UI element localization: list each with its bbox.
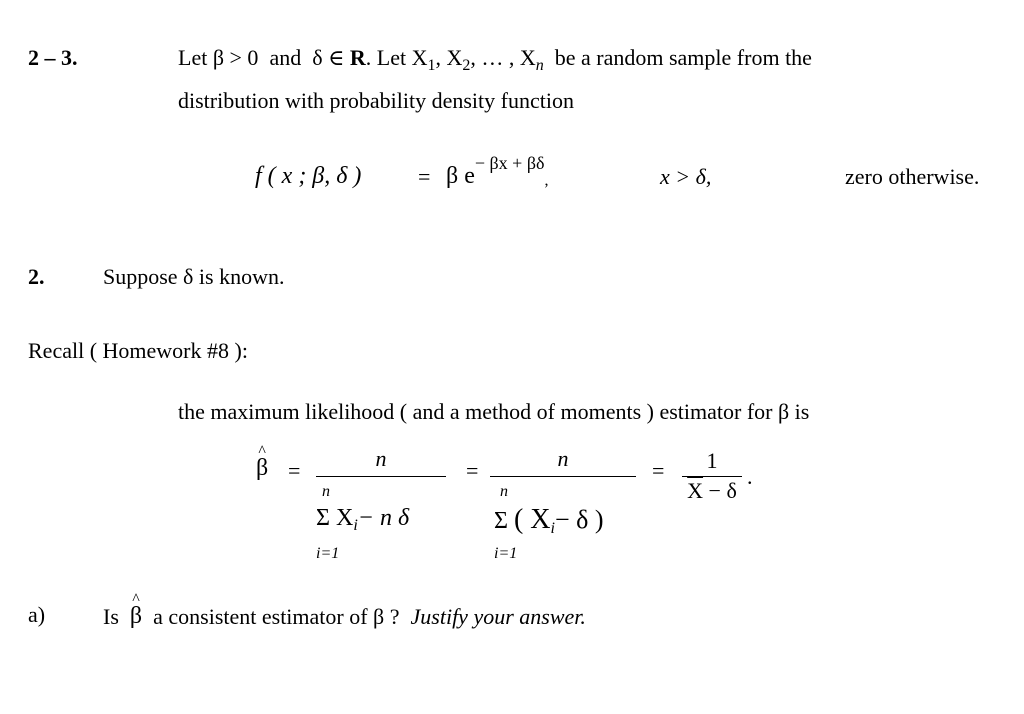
text: Is: [103, 604, 119, 629]
justify-instruction: Justify your answer.: [410, 604, 586, 629]
text: ( X: [513, 504, 551, 535]
part-number: 2.: [28, 264, 45, 289]
fraction-1: [316, 448, 446, 477]
period: .: [747, 464, 753, 489]
beta-condition: β > 0: [212, 45, 259, 70]
subscript: i: [353, 517, 358, 534]
numerator: 1: [706, 448, 718, 473]
mle-text: the maximum likelihood ( and a method of moments ) estimator for β is: [178, 399, 810, 424]
text: ,: [544, 172, 549, 189]
sum-icon: Σ: [316, 505, 330, 531]
text: . Let: [365, 45, 407, 70]
text: and: [269, 45, 302, 70]
fraction-3: [682, 450, 742, 502]
fraction-2: [490, 448, 636, 477]
question-label: a): [28, 602, 46, 627]
part-text: Suppose δ is known.: [103, 264, 285, 289]
problem-number: 2 – 3.: [28, 45, 78, 70]
text: , … , X: [470, 45, 536, 70]
text: β: [129, 603, 143, 629]
subscript: 1: [427, 57, 436, 74]
reals-symbol: R: [349, 45, 366, 70]
numerator: n: [375, 446, 387, 471]
exponent: − βx + βδ: [474, 153, 545, 173]
text: − δ: [703, 478, 737, 503]
delta-condition: δ ∈: [312, 45, 345, 70]
text: be a random sample from the: [554, 45, 812, 70]
text: Let: [178, 45, 208, 70]
text: X: [335, 505, 354, 531]
sum-upper: n: [322, 483, 330, 500]
text: β: [256, 455, 269, 481]
denominator-2: [494, 506, 604, 537]
pdf-equals: =: [418, 164, 431, 189]
equals: =: [288, 458, 301, 483]
text: β e: [446, 163, 475, 189]
equals: =: [466, 458, 479, 483]
sum-icon: Σ: [494, 508, 508, 534]
subscript: i: [550, 520, 555, 537]
beta-hat: [256, 444, 268, 480]
question-text: [103, 592, 586, 628]
sample-var: X: [411, 45, 428, 70]
text: , X: [435, 45, 463, 70]
sum-lower: i=1: [494, 545, 518, 562]
recall-text: Recall ( Homework #8 ):: [28, 338, 248, 363]
pdf-lhs: f ( x ; β, δ ): [255, 163, 362, 189]
pdf-otherwise: zero otherwise.: [845, 164, 980, 189]
hat-icon: ^: [132, 591, 140, 608]
equals: =: [652, 458, 665, 483]
sum-upper: n: [500, 483, 508, 500]
sample-mean: $\overline{X}$: [687, 478, 704, 503]
text: − δ ): [554, 505, 604, 534]
numerator: n: [557, 446, 569, 471]
text: − n δ: [357, 505, 410, 531]
sum-lower: i=1: [316, 545, 340, 562]
text: a consistent estimator of β ?: [153, 604, 400, 629]
hat-icon: ^: [258, 443, 266, 460]
intro-line-1: [178, 47, 812, 74]
subscript: n: [535, 57, 544, 74]
subscript: 2: [462, 57, 471, 74]
pdf-support: x > δ,: [660, 164, 712, 189]
denominator-1: [316, 506, 409, 534]
intro-line-2: distribution with probability density function: [178, 88, 574, 113]
